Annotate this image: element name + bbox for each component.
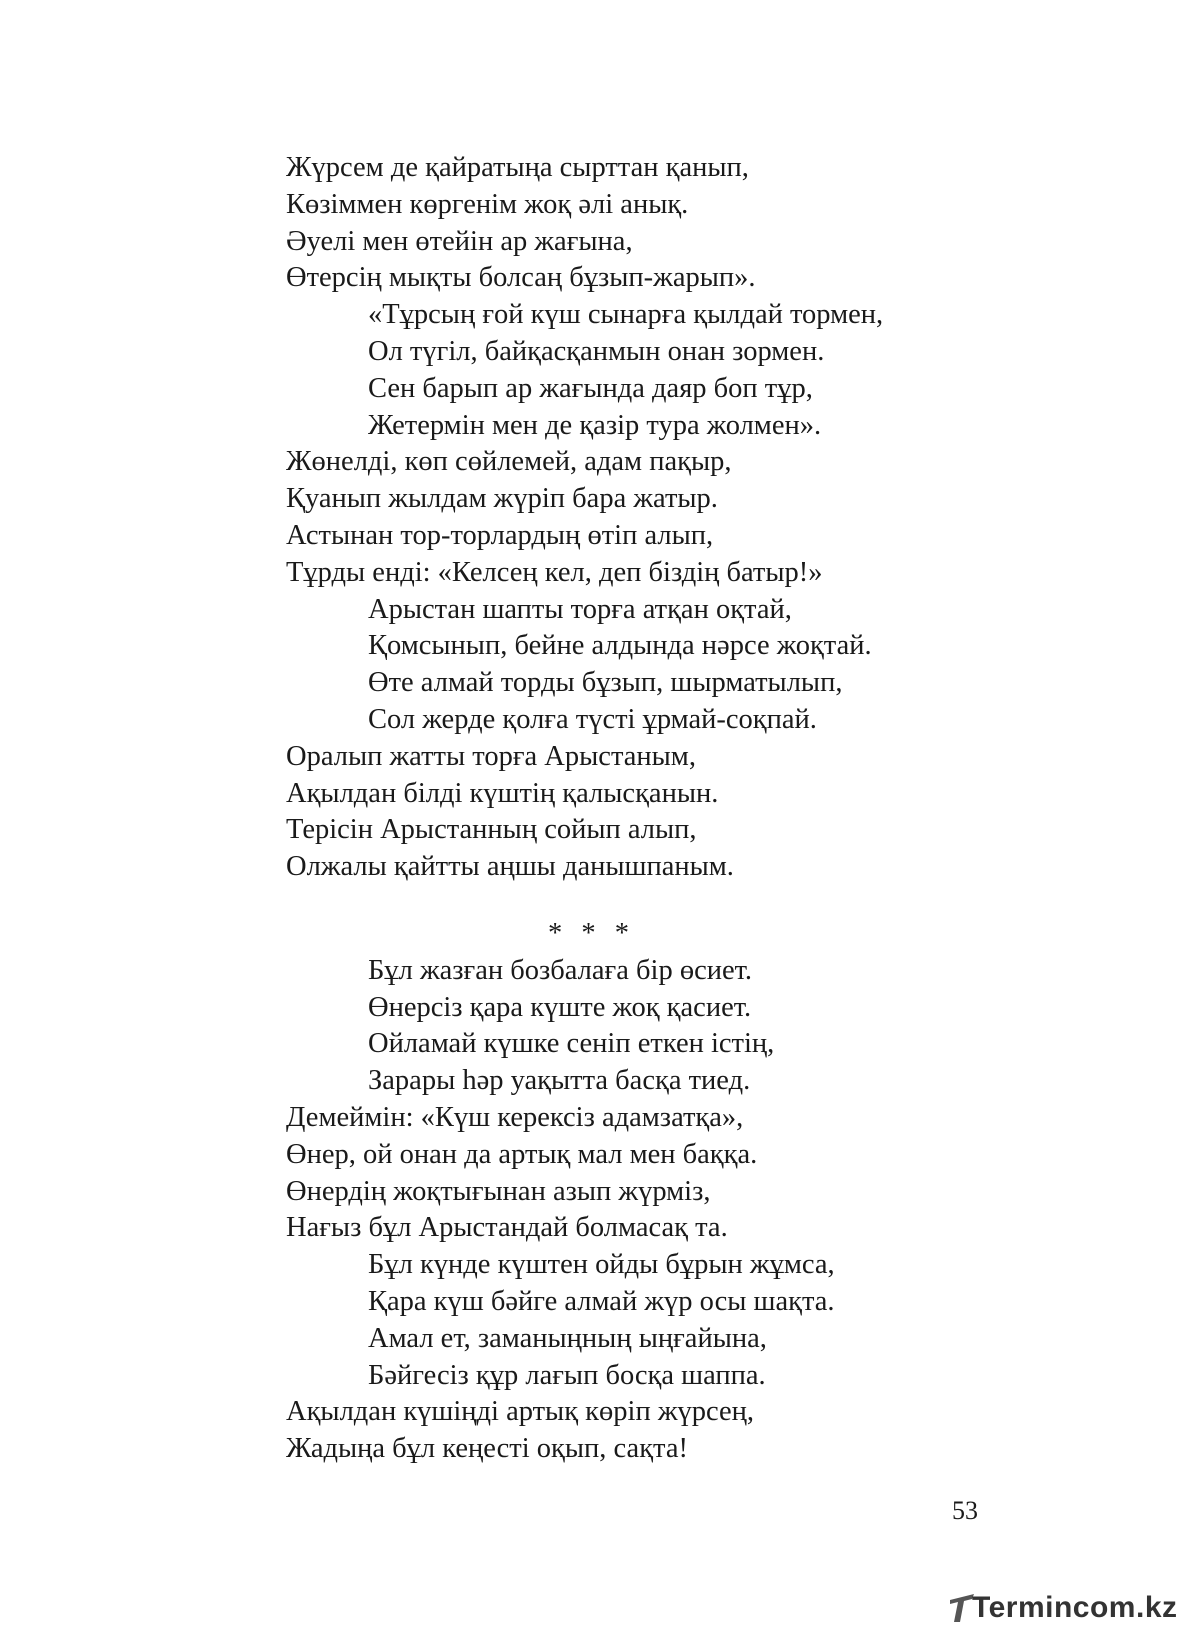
poem-line: Нағыз бұл Арыстандай болмасақ та.	[286, 1212, 728, 1244]
poem-line: Бұл жазған бозбалаға бір өсиет.	[368, 954, 753, 986]
poem-line: Сол жерде қолға түсті ұрмай-соқпай.	[368, 703, 817, 735]
poem-line: Өнер, ой онан да артық мал мен баққа.	[286, 1138, 758, 1170]
poem-line: Жөнелді, көп сөйлемей, адам пақыр,	[286, 446, 732, 478]
poem-line: Демеймін: «Күш керексіз адамзатқа»,	[286, 1101, 744, 1133]
poem-line: Өнерсіз қара күште жоқ қасиет.	[368, 991, 752, 1023]
poem-line: Ақылдан күшіңді артық көріп жүрсең,	[286, 1396, 755, 1428]
poem-line: Жадыңа бұл кеңесті оқып, сақта!	[286, 1433, 688, 1465]
poem-line: Қуанып жылдам жүріп бара жатыр.	[286, 483, 718, 515]
poem-line: Ойламай күшке сеніп еткен істің,	[368, 1028, 775, 1060]
poem-line: Ақылдан білді күштің қалысқанын.	[286, 777, 719, 809]
poem-line: Өтерсің мықты болсаң бұзып-жарып».	[286, 262, 756, 294]
poem-line: Терісін Арыстанның сойып алып,	[286, 814, 697, 846]
poem-line: Жүрсем де қайратыңа сырттан қанып,	[286, 152, 749, 183]
poem-line: Өте алмай торды бұзып, шырматылып,	[368, 667, 843, 699]
poem-line: Өнердің жоқтығынан азып жүрміз,	[286, 1175, 711, 1207]
poem-line: Тұрды енді: «Келсең кел, деп біздің батыр!»	[286, 556, 823, 588]
poem-line: Амал ет, заманыңның ыңғайына,	[368, 1322, 767, 1354]
stanza-separator: * * *	[548, 917, 635, 949]
poem-line: Қомсынып, бейне алдында нәрсе жоқтай.	[368, 630, 872, 662]
stanza	[286, 150, 1046, 886]
watermark-text: Termincom.kz	[972, 1591, 1178, 1624]
poem-line: Ол түгіл, байқасқанмын онан зормен.	[368, 335, 825, 367]
poem-line: Олжалы қайтты аңшы данышпаным.	[286, 851, 734, 883]
poem-body	[286, 150, 1046, 1468]
poem-line: Бұл күнде күштен ойды бұрын жұмса,	[368, 1249, 835, 1281]
poem-line: «Тұрсың ғой күш сынарға қылдай тормен,	[368, 299, 884, 331]
stanza	[286, 953, 1046, 1468]
watermark-logo	[948, 1588, 1178, 1632]
poem-line: Сен барып ар жағында даяр боп тұр,	[368, 372, 813, 404]
poem-line: Бәйгесіз құр лағып босқа шаппа.	[368, 1359, 766, 1391]
poem-line: Оралып жатты торға Арыстаным,	[286, 740, 696, 772]
poem-line: Астынан тор-торлардың өтіп алып,	[286, 519, 714, 551]
poem-line: Көзіммен көргенім жоқ әлі анық.	[286, 188, 689, 220]
poem-line: Әуелі мен өтейін ар жағына,	[286, 225, 633, 257]
poem-line: Қара күш бәйге алмай жүр осы шақта.	[368, 1285, 835, 1317]
poem-line: Арыстан шапты торға атқан оқтай,	[368, 593, 792, 625]
page-number: 53	[952, 1496, 978, 1525]
poem-line: Жетермін мен де қазір тура жолмен».	[368, 409, 822, 441]
poem-line: Зарары һәр уақытта басқа тиед.	[368, 1065, 751, 1097]
